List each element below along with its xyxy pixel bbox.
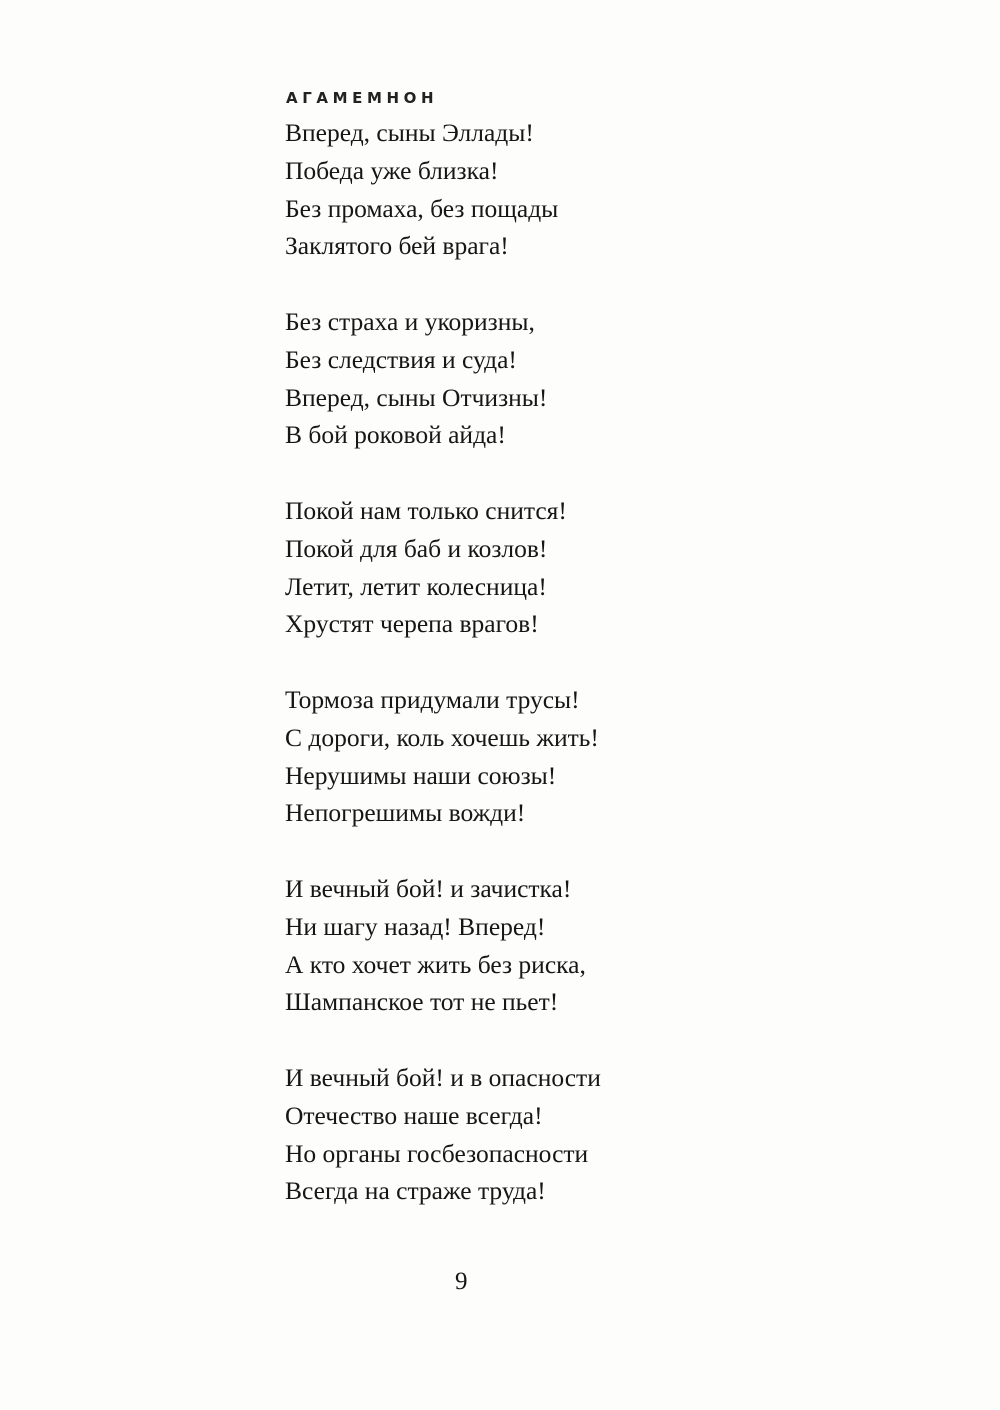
verse-line: Летит, летит колесница! [285,571,547,601]
stanza [285,303,601,454]
verse-line: Победа уже близка! [285,155,499,185]
verse-line: Шампанское тот не пьет! [285,987,559,1017]
verse-line: Без следствия и суда! [285,344,517,374]
stanza [285,114,601,265]
verse-line: Вперед, сыны Эллады! [285,118,534,147]
verse-line: Но органы госбезопасности [285,1138,589,1168]
speaker-name: АГАМЕМНОН [286,89,439,107]
verse-line: Непогрешимы вожди! [285,798,526,828]
page-number: 9 [455,1268,468,1295]
verse-line: Заклятого бей врага! [285,231,509,261]
verse-line: Без страха и укоризны, [285,306,535,336]
verse-line: Отечество наше всегда! [285,1100,543,1130]
verse-line: Тормоза придумали трусы! [285,684,580,714]
verse-line: Покой нам только снится! [285,495,567,525]
poem [285,114,601,1248]
verse-line: Без промаха, без пощады [285,193,559,223]
verse-line: А кто хочет жить без риска, [285,949,586,979]
stanza [285,681,601,832]
verse-line: Вперед, сыны Отчизны! [285,382,548,412]
stanza [285,870,601,1021]
stanza [285,492,601,643]
verse-line: Нерушимы наши союзы! [285,760,557,790]
verse-line: С дороги, коль хочешь жить! [285,722,599,752]
verse-line: И вечный бой! и зачистка! [285,873,572,903]
verse-line: Ни шагу назад! Вперед! [285,911,546,941]
verse-line: Хрустят черепа врагов! [285,609,539,639]
verse-line: Всегда на страже труда! [285,1176,546,1206]
stanza [285,1059,601,1210]
verse-line: Покой для баб и козлов! [285,533,548,563]
verse-line: И вечный бой! и в опасности [285,1062,601,1092]
verse-line: В бой роковой айда! [285,420,506,450]
